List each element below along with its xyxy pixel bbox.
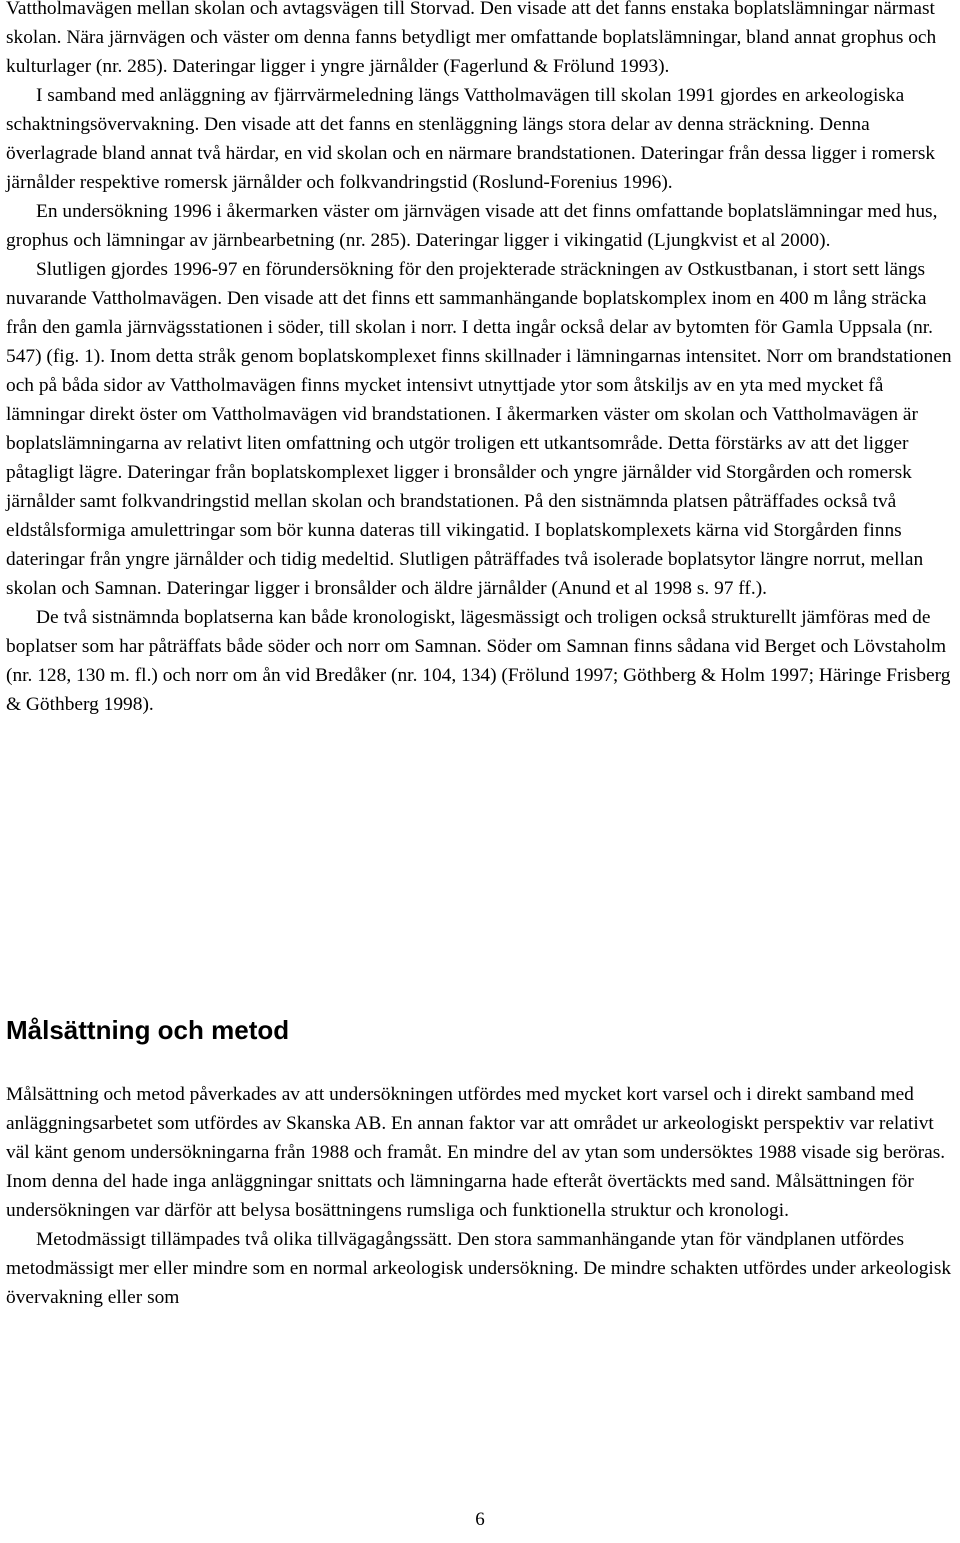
paragraph: Vattholmavägen mellan skolan och avtagsvägen till Storvad. Den visade att det fanns enstaka boplatslämningar närmast skolan. Nära järnvägen och väster om denna fanns betydligt mer omfattande boplatslämningar, bland annat grophus och kulturlager (nr. 285). Dateringar ligger i yngre järnålder (Fagerlund & Frölund 1993). [6,0,937,77]
paragraph: Slutligen gjordes 1996-97 en förundersökning för den projekterade sträckningen av Ostkustbanan, i stort sett längs nuvarande Vattholmavägen. Den visade att det finns ett sammanhängande boplatskomplex inom en 400 m lång sträcka från den gamla järnvägsstationen i söder, till skolan i norr. I detta ingår också delar av bytomten för Gamla Uppsala (nr. 547) (fig. 1). Inom detta stråk genom boplatskomplexet finns skillnader i lämningarnas intensitet. Norr om brandstationen och på båda sidor av Vattholmavägen finns mycket intensivt utnyttjade ytor som åtskiljs av en yta med mycket få lämningar direkt öster om Vattholmavägen vid brandstationen. I åkermarken väster om skolan och Vattholmavägen är boplatslämningarna av relativt liten omfattning och utgör troligen ett utkantsområde. Detta förstärks av att det ligger påtagligt lägre. Dateringar från boplatskomplexet ligger i bronsålder och yngre järnålder vid Storgården och romersk järnålder samt folkvandringstid mellan skolan och brandstationen. På den sistnämnda platsen påträffades också två eldstålsformiga amulettringar som bör kunna dateras till vikingatid. I boplatskomplexets kärna vid Storgården finns dateringar från yngre järnålder och tidig medeltid. Slutligen påträffades två isolerade boplatsytor längre norrut, mellan skolan och Samnan. Dateringar ligger i bronsålder och äldre järnålder (Anund et al 1998 s. 97 ff.). [6,259,952,599]
paragraph: De två sistnämnda boplatserna kan både kronologiskt, lägesmässigt och troligen också strukturellt jämföras med de boplatser som har påträffats både söder och norr om Samnan. Söder om Samnan finns sådana vid Berget och Lövstaholm (nr. 128, 130 m. fl.) och norr om ån vid Bredåker (nr. 104, 134) (Frölund 1997; Göthberg & Holm 1997; Häringe Frisberg & Göthberg 1998). [6,607,951,715]
section-heading: Målsättning och metod [6,1015,290,1045]
body-text-bottom [6,1080,956,1312]
paragraph: En undersökning 1996 i åkermarken väster om järnvägen visade att det finns omfattande boplatslämningar med hus, grophus och lämningar av järnbearbetning (nr. 285). Dateringar ligger i vikingatid (Ljungkvist et al 2000). [6,201,938,251]
paragraph: Målsättning och metod påverkades av att undersökningen utfördes med mycket kort varsel och i direkt samband med anläggningsarbetet som utfördes av Skanska AB. En annan faktor var att området ur arkeologiskt perspektiv var relativt väl känt genom undersökningarna från 1988 och framåt. En mindre del av ytan som undersöktes 1988 visade sig beröras. Inom denna del hade inga anläggningar snittats och lämningarna hade efteråt övertäckts med sand. Målsättningen för undersökningen var därför att belysa bosättningens rumsliga och funktionella struktur och kronologi. [6,1084,946,1221]
paragraph: Metodmässigt tillämpades två olika tillvägagångssätt. Den stora sammanhängande ytan för vändplanen utfördes metodmässigt mer eller mindre som en normal arkeologisk undersökning. De mindre schakten utfördes under arkeologisk övervakning eller som [6,1229,952,1308]
body-text-top [6,0,956,719]
page-number: 6 [475,1509,485,1530]
paragraph: I samband med anläggning av fjärrvärmeledning längs Vattholmavägen till skolan 1991 gjordes en arkeologiska schaktningsövervakning. Den visade att det fanns en stenläggning längs stora delar av denna sträckning. Denna överlagrade bland annat två härdar, en vid skolan och en närmare brandstationen. Dateringar från dessa ligger i romersk järnålder respektive romersk järnålder och folkvandringstid (Roslund-Forenius 1996). [6,85,936,193]
